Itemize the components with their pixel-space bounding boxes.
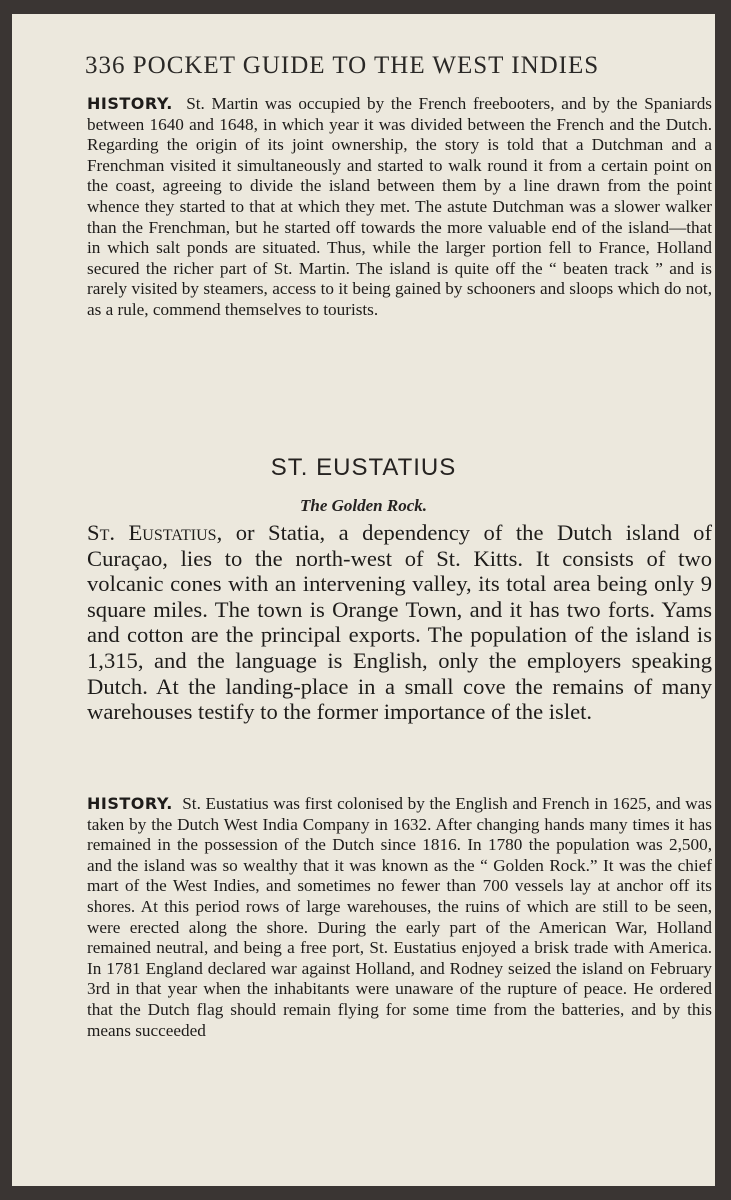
history-st-eustatius-paragraph	[87, 794, 712, 1041]
history-st-martin-paragraph	[87, 94, 712, 321]
st-eustatius-intro-paragraph	[87, 520, 712, 725]
section-subtitle: The Golden Rock.	[299, 496, 428, 515]
history-st-eustatius-text: St. Eustatius was first colonised by the English and French in 1625, and was taken by the Dutch West India Company in 1632. After changing hands many times it has remained in the possession of the Dutch since 1816. In 1780 the population was 2,500, and the island was so wealthy that it was known as the “ Golden Rock.” It was the chief mart of the West Indies, and sometimes no fewer than 700 vessels lay at anchor off its shores. At this period rows of large warehouses, the ruins of which are still to be seen, were erected along the shore. During the early part of the American War, Holland remained neutral, and being a free port, St. Eustatius enjoyed a brisk trade with America. In 1781 England declared war against Holland, and Rodney seized the island on February 3rd in that year when the inhabitants were unaware of the rupture of peace. He ordered that the Dutch flag should remain flying for some time from the batteries, and by this means succeeded	[87, 794, 712, 1040]
history-heading-2: HISTORY.	[87, 794, 173, 813]
intro-text: or Statia, a dependency of the Dutch island of Curaçao, lies to the north-west of St. Kitts. It consists of two volcanic cones with an intervening valley, its total area being only 9 square miles. The town is Orange Town, and it has two forts. Yams and cotton are the principal exports. The population of the island is 1,315, and the language is English, only the employers speaking Dutch. At the landing-place in a small cove the remains of many warehouses testify to the former importance of the islet.	[87, 520, 712, 725]
intro-lead: St. Eustatius,	[87, 520, 223, 545]
book-page	[12, 14, 715, 1186]
history-heading: HISTORY.	[87, 94, 173, 113]
history-st-martin-text: St. Martin was occupied by the French freebooters, and by the Spaniards between 1640 and 1648, in which year it was divided between the French and the Dutch. Regarding the origin of its joint ownership, the story is told that a Dutchman and a Frenchman visited it simultaneously and started to walk round it from a certain point on the coast, agreeing to divide the island between them by a line drawn from the point whence they started to that at which they met. The astute Dutchman was a slower walker than the Frenchman, but he started off towards the more valuable end of the island—that in which salt ponds are situated. Thus, while the larger portion fell to France, Holland secured the richer part of St. Martin. The island is quite off the “ beaten track ” and is rarely visited by steamers, access to it being gained by schooners and sloops which do not, as a rule, commend themselves to tourists.	[87, 94, 712, 319]
running-head: 336 POCKET GUIDE TO THE WEST INDIES	[85, 52, 600, 79]
section-title: ST. EUSTATIUS	[270, 454, 457, 481]
